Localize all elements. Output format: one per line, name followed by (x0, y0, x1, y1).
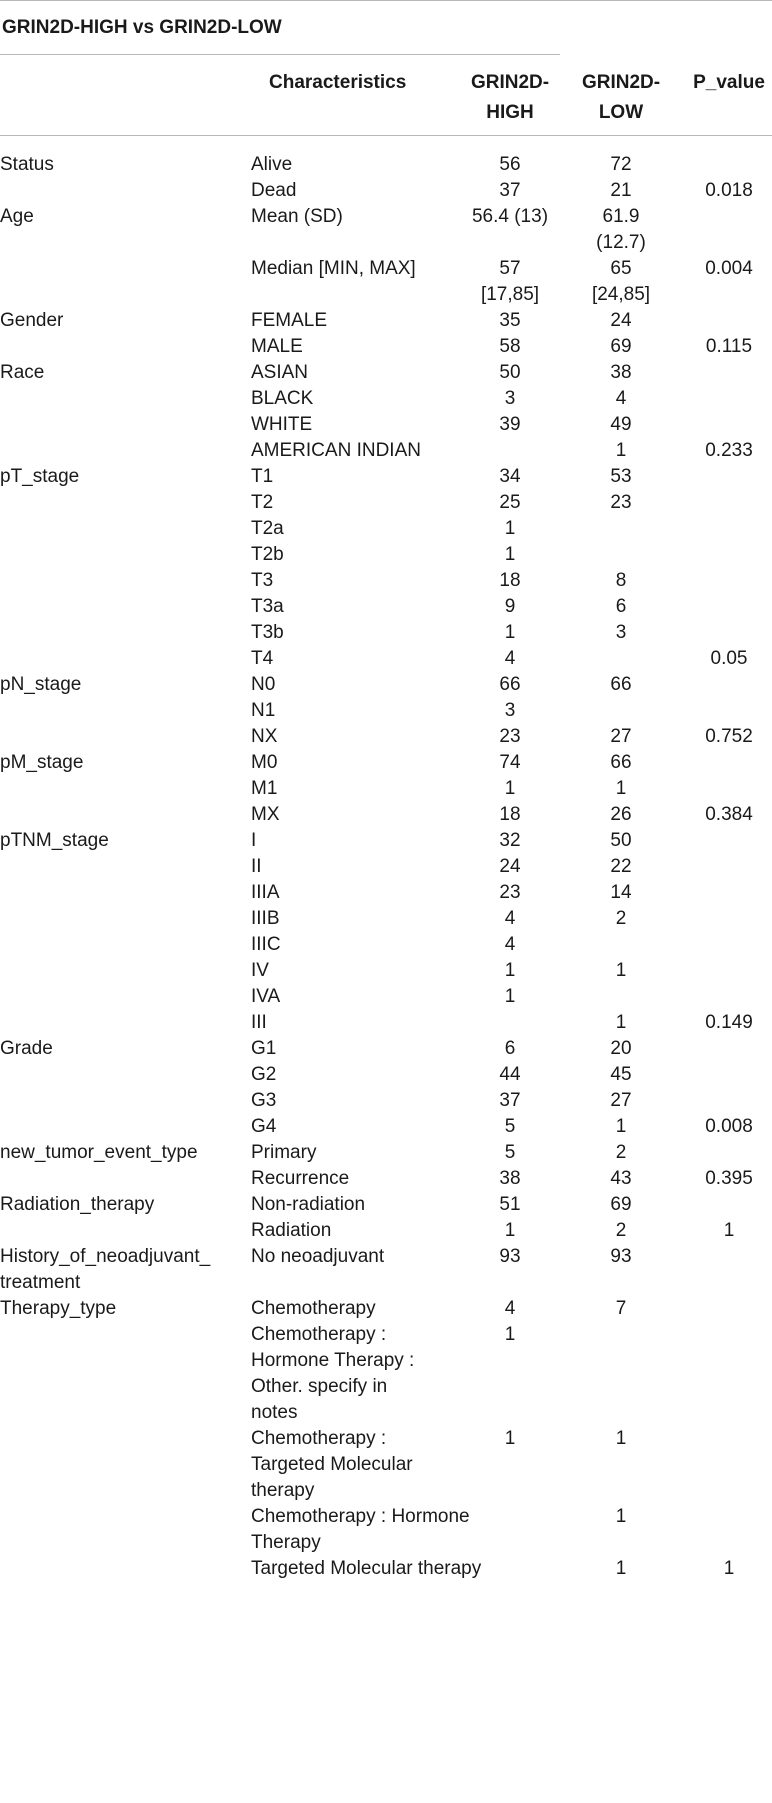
row-grin2d-low: 45 (610, 1064, 632, 1085)
row-grin2d-low: 3 (615, 622, 627, 643)
row-grin2d-low: 2 (615, 1142, 627, 1163)
header-grin2d-low: GRIN2D- LOW (581, 72, 661, 123)
row-grin2d-high: 1 (504, 544, 516, 565)
row-category: G3 (251, 1090, 277, 1111)
row-p-value: 0.752 (705, 726, 753, 747)
row-grin2d-high: 58 (499, 336, 521, 357)
row-grin2d-high: 4 (504, 648, 516, 669)
row-variable: pN_stage (0, 674, 82, 695)
row-category: T2 (251, 492, 274, 513)
row-category: FEMALE (251, 310, 328, 331)
row-variable: Grade (0, 1038, 53, 1059)
row-p-value: 0.004 (705, 258, 753, 279)
row-p-value: 0.05 (710, 648, 748, 669)
row-grin2d-low: 65 [24,85] (591, 258, 651, 305)
row-grin2d-low: 1 (615, 1116, 627, 1137)
table-row (0, 1504, 772, 1556)
row-grin2d-high: 1 (504, 1324, 516, 1345)
header-characteristics: Characteristics (269, 72, 407, 93)
table-body (0, 152, 772, 1582)
header-p-value: P_value (693, 72, 765, 93)
row-category: G4 (251, 1116, 277, 1137)
row-grin2d-high: 74 (499, 752, 521, 773)
row-variable: Status (0, 154, 54, 175)
row-grin2d-low: 53 (610, 466, 632, 487)
header-divider (0, 135, 772, 136)
row-variable: new_tumor_event_type (0, 1142, 198, 1163)
table-row (0, 646, 772, 672)
table-row (0, 464, 772, 490)
row-category: Primary (251, 1142, 317, 1163)
row-grin2d-low: 7 (615, 1298, 627, 1319)
table-row (0, 412, 772, 438)
row-grin2d-high: 6 (504, 1038, 516, 1059)
row-grin2d-low: 26 (610, 804, 632, 825)
row-grin2d-high: 93 (499, 1246, 521, 1267)
row-category: N0 (251, 674, 276, 695)
row-grin2d-high: 34 (499, 466, 521, 487)
row-grin2d-low: 1 (615, 1428, 627, 1449)
row-grin2d-low: 8 (615, 570, 627, 591)
row-category: T3a (251, 596, 284, 617)
row-p-value: 0.384 (705, 804, 753, 825)
row-grin2d-low: 61.9 (12.7) (596, 206, 646, 253)
table-row (0, 828, 772, 854)
table-row (0, 490, 772, 516)
table-row (0, 542, 772, 568)
row-category: T1 (251, 466, 274, 487)
table-row (0, 984, 772, 1010)
row-grin2d-high: 57 [17,85] (480, 258, 540, 305)
row-variable: pM_stage (0, 752, 84, 773)
row-category: No neoadjuvant (251, 1246, 385, 1267)
row-variable: Race (0, 362, 45, 383)
row-grin2d-high: 18 (499, 804, 521, 825)
row-grin2d-low: 50 (610, 830, 632, 851)
table-row (0, 1556, 772, 1582)
row-grin2d-low: 1 (615, 1012, 627, 1033)
title-divider (0, 54, 560, 55)
row-category: Chemotherapy (251, 1298, 376, 1319)
row-variable: History_of_neoadjuvant_ treatment (0, 1246, 211, 1293)
row-grin2d-high: 50 (499, 362, 521, 383)
row-grin2d-low: 21 (610, 180, 632, 201)
row-category: G1 (251, 1038, 277, 1059)
table-row (0, 256, 772, 308)
table-row (0, 698, 772, 724)
table-row (0, 1322, 772, 1426)
row-grin2d-high: 5 (504, 1116, 516, 1137)
table-row (0, 854, 772, 880)
row-grin2d-high: 9 (504, 596, 516, 617)
row-grin2d-high: 1 (504, 518, 516, 539)
row-grin2d-high: 1 (504, 960, 516, 981)
row-category: IVA (251, 986, 281, 1007)
table-row (0, 1166, 772, 1192)
row-p-value: 0.149 (705, 1012, 753, 1033)
table-row (0, 932, 772, 958)
row-grin2d-low: 27 (610, 1090, 632, 1111)
row-grin2d-high: 23 (499, 726, 521, 747)
header-grin2d-high: GRIN2D- HIGH (470, 72, 550, 123)
row-category: MALE (251, 336, 303, 357)
table-row (0, 178, 772, 204)
row-grin2d-high: 1 (504, 622, 516, 643)
table-row (0, 386, 772, 412)
row-grin2d-low: 22 (610, 856, 632, 877)
table-row (0, 1036, 772, 1062)
row-category: Targeted Molecular therapy (251, 1558, 482, 1579)
row-grin2d-high: 56 (499, 154, 521, 175)
table-row (0, 906, 772, 932)
row-grin2d-high: 24 (499, 856, 521, 877)
row-category: IIIB (251, 908, 280, 929)
row-grin2d-low: 2 (615, 908, 627, 929)
table-row (0, 1140, 772, 1166)
row-grin2d-low: 23 (610, 492, 632, 513)
row-grin2d-low: 66 (610, 674, 632, 695)
row-category: WHITE (251, 414, 313, 435)
table-row (0, 1062, 772, 1088)
row-grin2d-high: 32 (499, 830, 521, 851)
table-row (0, 1088, 772, 1114)
table-row (0, 334, 772, 360)
row-grin2d-low: 6 (615, 596, 627, 617)
row-grin2d-high: 38 (499, 1168, 521, 1189)
table-row (0, 594, 772, 620)
row-category: BLACK (251, 388, 314, 409)
row-grin2d-low: 38 (610, 362, 632, 383)
row-grin2d-low: 69 (610, 336, 632, 357)
row-variable: pT_stage (0, 466, 80, 487)
row-category: Alive (251, 154, 293, 175)
row-grin2d-high: 37 (499, 1090, 521, 1111)
row-category: M0 (251, 752, 278, 773)
row-variable: Gender (0, 310, 64, 331)
table-row (0, 1296, 772, 1322)
row-grin2d-high: 1 (504, 986, 516, 1007)
row-category: Recurrence (251, 1168, 350, 1189)
row-grin2d-low: 1 (615, 960, 627, 981)
row-variable: pTNM_stage (0, 830, 109, 851)
row-p-value: 0.115 (705, 336, 753, 357)
row-grin2d-high: 1 (504, 778, 516, 799)
row-category: T3 (251, 570, 274, 591)
row-p-value: 0.018 (705, 180, 753, 201)
row-grin2d-high: 39 (499, 414, 521, 435)
row-grin2d-low: 2 (615, 1220, 627, 1241)
row-category: Non-radiation (251, 1194, 366, 1215)
row-grin2d-low: 20 (610, 1038, 632, 1059)
row-grin2d-low: 27 (610, 726, 632, 747)
row-category: IIIA (251, 882, 280, 903)
row-variable: Radiation_therapy (0, 1194, 155, 1215)
row-grin2d-low: 1 (615, 1558, 627, 1579)
row-category: N1 (251, 700, 276, 721)
row-grin2d-low: 1 (615, 1506, 627, 1527)
row-grin2d-low: 69 (610, 1194, 632, 1215)
row-p-value: 1 (723, 1558, 735, 1579)
row-variable: Therapy_type (0, 1298, 117, 1319)
row-p-value: 0.395 (705, 1168, 753, 1189)
row-category: NX (251, 726, 278, 747)
table-top-border (0, 0, 772, 1)
row-grin2d-low: 49 (610, 414, 632, 435)
row-category: I (251, 830, 257, 851)
row-grin2d-low: 24 (610, 310, 632, 331)
row-p-value: 0.008 (705, 1116, 753, 1137)
table-row (0, 360, 772, 386)
row-grin2d-low: 1 (615, 440, 627, 461)
row-category: Chemotherapy : Targeted Molecular therapy (251, 1428, 413, 1501)
row-category: II (251, 856, 262, 877)
row-category: ASIAN (251, 362, 309, 383)
table-row (0, 438, 772, 464)
row-category: Dead (251, 180, 297, 201)
row-category: AMERICAN INDIAN (251, 440, 421, 461)
row-p-value: 0.233 (705, 440, 753, 461)
table-row (0, 1218, 772, 1244)
table-row (0, 958, 772, 984)
row-grin2d-low: 66 (610, 752, 632, 773)
table-row (0, 204, 772, 256)
row-category: G2 (251, 1064, 277, 1085)
row-grin2d-high: 1 (504, 1220, 516, 1241)
row-category: M1 (251, 778, 278, 799)
row-category: MX (251, 804, 280, 825)
row-grin2d-high: 5 (504, 1142, 516, 1163)
row-p-value: 1 (723, 1220, 735, 1241)
table-title: GRIN2D-HIGH vs GRIN2D-LOW (2, 17, 282, 38)
row-grin2d-high: 3 (504, 388, 516, 409)
table-row (0, 308, 772, 334)
row-grin2d-high: 51 (499, 1194, 521, 1215)
row-grin2d-low: 1 (615, 778, 627, 799)
table-row (0, 672, 772, 698)
row-category: IV (251, 960, 269, 981)
row-grin2d-high: 25 (499, 492, 521, 513)
table-row (0, 568, 772, 594)
table-row (0, 152, 772, 178)
row-grin2d-high: 56.4 (13) (471, 206, 549, 227)
row-grin2d-low: 93 (610, 1246, 632, 1267)
table-row (0, 620, 772, 646)
row-grin2d-high: 1 (504, 1428, 516, 1449)
row-grin2d-high: 3 (504, 700, 516, 721)
row-category: Mean (SD) (251, 206, 343, 227)
table-row (0, 724, 772, 750)
row-category: III (251, 1012, 267, 1033)
row-grin2d-low: 43 (610, 1168, 632, 1189)
table-row (0, 1010, 772, 1036)
row-category: Chemotherapy : Hormone Therapy (251, 1506, 470, 1553)
row-category: T2a (251, 518, 284, 539)
row-grin2d-high: 4 (504, 908, 516, 929)
row-category: IIIC (251, 934, 281, 955)
row-category: Median [MIN, MAX] (251, 258, 416, 279)
table-row (0, 1114, 772, 1140)
row-grin2d-high: 4 (504, 1298, 516, 1319)
table-row (0, 880, 772, 906)
table-row (0, 1426, 772, 1504)
table-row (0, 776, 772, 802)
row-variable: Age (0, 206, 34, 227)
row-grin2d-high: 37 (499, 180, 521, 201)
row-grin2d-high: 23 (499, 882, 521, 903)
row-grin2d-low: 4 (615, 388, 627, 409)
row-grin2d-low: 72 (610, 154, 632, 175)
row-category: T2b (251, 544, 284, 565)
table-row (0, 750, 772, 776)
row-grin2d-low: 14 (610, 882, 632, 903)
row-grin2d-high: 18 (499, 570, 521, 591)
row-grin2d-high: 4 (504, 934, 516, 955)
row-category: Chemotherapy : Hormone Therapy : Other. specify in notes (251, 1324, 415, 1423)
row-grin2d-high: 66 (499, 674, 521, 695)
row-category: T3b (251, 622, 284, 643)
row-category: Radiation (251, 1220, 332, 1241)
table-row (0, 802, 772, 828)
row-category: T4 (251, 648, 274, 669)
table-row (0, 1244, 772, 1296)
table-row (0, 516, 772, 542)
table-row (0, 1192, 772, 1218)
row-grin2d-high: 44 (499, 1064, 521, 1085)
row-grin2d-high: 35 (499, 310, 521, 331)
